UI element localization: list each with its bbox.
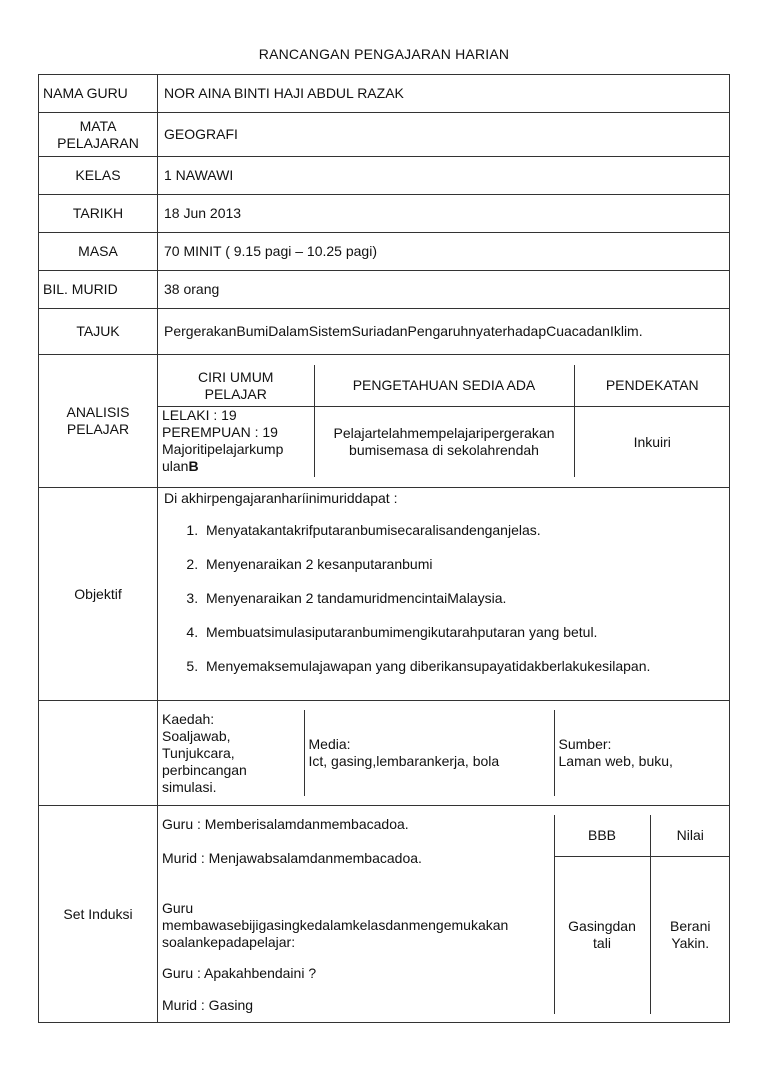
ciri-umum-header: [158, 365, 314, 407]
kaedah-line: Tunjukcara,: [162, 745, 235, 761]
tajuk-label: TAJUK: [39, 309, 158, 355]
objektif-item: 2. Menyenaraikan 2 kesanputaranbumi: [202, 547, 723, 581]
analisis-header-row: [158, 365, 730, 407]
ciri-umum-cell: [158, 407, 314, 478]
pengetahuan-header: PENGETAHUAN SEDIA ADA: [314, 365, 574, 407]
ciri-umum-header-line2: PELAJAR: [204, 385, 267, 402]
kaedah-row: [158, 710, 730, 796]
objektif-intro: Di akhirpengajaranharíinimuriddapat :: [164, 490, 398, 506]
set-induksi-header-row: [158, 815, 730, 857]
kaedah-content: [158, 701, 730, 806]
kaedah-line: Soaljawab,: [162, 728, 231, 744]
objektif-item: 1. Menyatakantakrifputaranbumisecaralisandenganjelas.: [202, 513, 723, 547]
sumber-line1: Sumber:: [558, 736, 612, 752]
bbb-line1: Gasingdan: [568, 918, 636, 935]
dialog-guru-2-line3: soalankepadapelajar:: [162, 933, 296, 950]
tarikh-label: TARIKH: [39, 195, 158, 233]
media-cell: [304, 710, 554, 796]
objektif-content: [158, 488, 730, 701]
pengetahuan-line1: Pelajartelahmempelajaripergerakan: [333, 425, 555, 442]
row-nama-guru: [39, 75, 730, 113]
kaedah-line: perbincangan: [162, 762, 247, 778]
sumber-cell: [554, 710, 730, 796]
row-tajuk: [39, 309, 730, 355]
analisis-inner-table: [158, 365, 730, 478]
ciri-majoriti-line1: Majoritipelajarkump: [162, 441, 284, 458]
tarikh-value: 18 Jun 2013: [158, 195, 730, 233]
dialog-guru-3: Guru : Apakahbendaini ?: [162, 964, 317, 981]
media-line1: Media:: [308, 736, 351, 752]
nilai-header: Nilai: [650, 815, 730, 857]
pengetahuan-line2: bumisemasa di sekolahrendah: [349, 442, 539, 459]
tajuk-value: PergerakanBumiDalamSistemSuriadanPengaruhnyaterhadapCuacadanIklim.: [158, 309, 730, 355]
ciri-majoriti-line2: [162, 458, 310, 475]
ciri-perempuan: PEREMPUAN : 19: [162, 424, 278, 441]
kaedah-inner-table: [158, 710, 730, 796]
analisis-label-line2: PELAJAR: [66, 421, 130, 437]
kelas-value: 1 NAWAWI: [158, 157, 730, 195]
dialog-murid-3: Murid : Gasing: [162, 996, 254, 1013]
masa-label: MASA: [39, 233, 158, 271]
pendekatan-cell: Inkuiri: [574, 407, 730, 478]
dialog-guru-2-line2: membawasebijigasingkedalamkelasdanmengemukakan: [162, 916, 509, 933]
dialog-guru-1: Guru : Memberisalamdanmembacadoa.: [162, 815, 409, 832]
page-title: RANCANGAN PENGAJARAN HARIAN: [258, 46, 510, 62]
kaedah-line: simulasi.: [162, 779, 217, 795]
mata-pelajaran-label: [39, 113, 158, 157]
row-kaedah: [39, 701, 730, 806]
row-kelas: [39, 157, 730, 195]
nama-guru-value: NOR AINA BINTI HAJI ABDUL RAZAK: [158, 75, 730, 113]
analisis-label: [39, 355, 158, 488]
kaedah-line: Kaedah:: [162, 711, 215, 727]
bbb-header: BBB: [554, 815, 650, 857]
mata-pelajaran-label-line1: MATA: [79, 117, 117, 134]
ciri-umum-header-line1: CIRI UMUM: [198, 368, 274, 385]
bil-murid-value: 38 orang: [158, 271, 730, 309]
ciri-lelaki: LELAKI : 19: [162, 407, 237, 424]
kaedah-label-empty: [39, 701, 158, 806]
row-masa: [39, 233, 730, 271]
bbb-line2: tali: [593, 935, 611, 952]
row-analisis-pelajar: [39, 355, 730, 488]
pendekatan-header: PENDEKATAN: [574, 365, 730, 407]
analisis-body-row: [158, 407, 730, 478]
row-set-induksi: [39, 806, 730, 1023]
mata-pelajaran-value: GEOGRAFI: [158, 113, 730, 157]
row-bil-murid: [39, 271, 730, 309]
row-tarikh: [39, 195, 730, 233]
analisis-label-line1: ANALISIS: [66, 404, 130, 420]
ciri-majoriti-line2-text: ulan: [162, 458, 189, 475]
nama-guru-label: NAMA GURU: [39, 75, 158, 113]
dialog-guru-2-line1: Guru: [162, 899, 194, 916]
set-induksi-content: [158, 806, 730, 1023]
pengetahuan-cell: [314, 407, 574, 478]
bil-murid-label: BIL. MURID: [39, 271, 158, 309]
objektif-item: 4. Membuatsimulasiputaranbumimengikutarahputaran yang betul.: [202, 615, 723, 649]
row-objektif: [39, 488, 730, 701]
row-mata-pelajaran: [39, 113, 730, 157]
set-induksi-dialog: [158, 815, 554, 1014]
analisis-content: [158, 355, 730, 488]
nilai-cell: [650, 857, 730, 1014]
objektif-list: [164, 513, 723, 683]
set-induksi-label: Set Induksi: [39, 806, 158, 1023]
nilai-line1: Berani: [670, 918, 711, 935]
objektif-label: Objektif: [39, 488, 158, 701]
lesson-plan-table: [38, 74, 730, 1023]
ciri-majoriti-bold: B: [188, 458, 199, 475]
kaedah-cell: [158, 710, 304, 796]
dialog-murid-1: Murid : Menjawabsalamdanmembacadoa.: [162, 849, 422, 866]
bbb-cell: [554, 857, 650, 1014]
sumber-line2: Laman web, buku,: [558, 753, 673, 769]
objektif-item: 5. Menyemaksemulajawapan yang diberikansupayatidakberlakukesilapan.: [202, 649, 723, 683]
set-induksi-inner-table: [158, 815, 730, 1014]
objektif-item: 3. Menyenaraikan 2 tandamuridmencintaiMalaysia.: [202, 581, 723, 615]
nilai-line2: Yakin.: [671, 935, 710, 952]
kelas-label: KELAS: [39, 157, 158, 195]
media-line2: Ict, gasing,lembarankerja, bola: [308, 753, 500, 769]
masa-value: 70 MINIT ( 9.15 pagi – 10.25 pagi): [158, 233, 730, 271]
mata-pelajaran-label-line2: PELAJARAN: [57, 134, 139, 151]
